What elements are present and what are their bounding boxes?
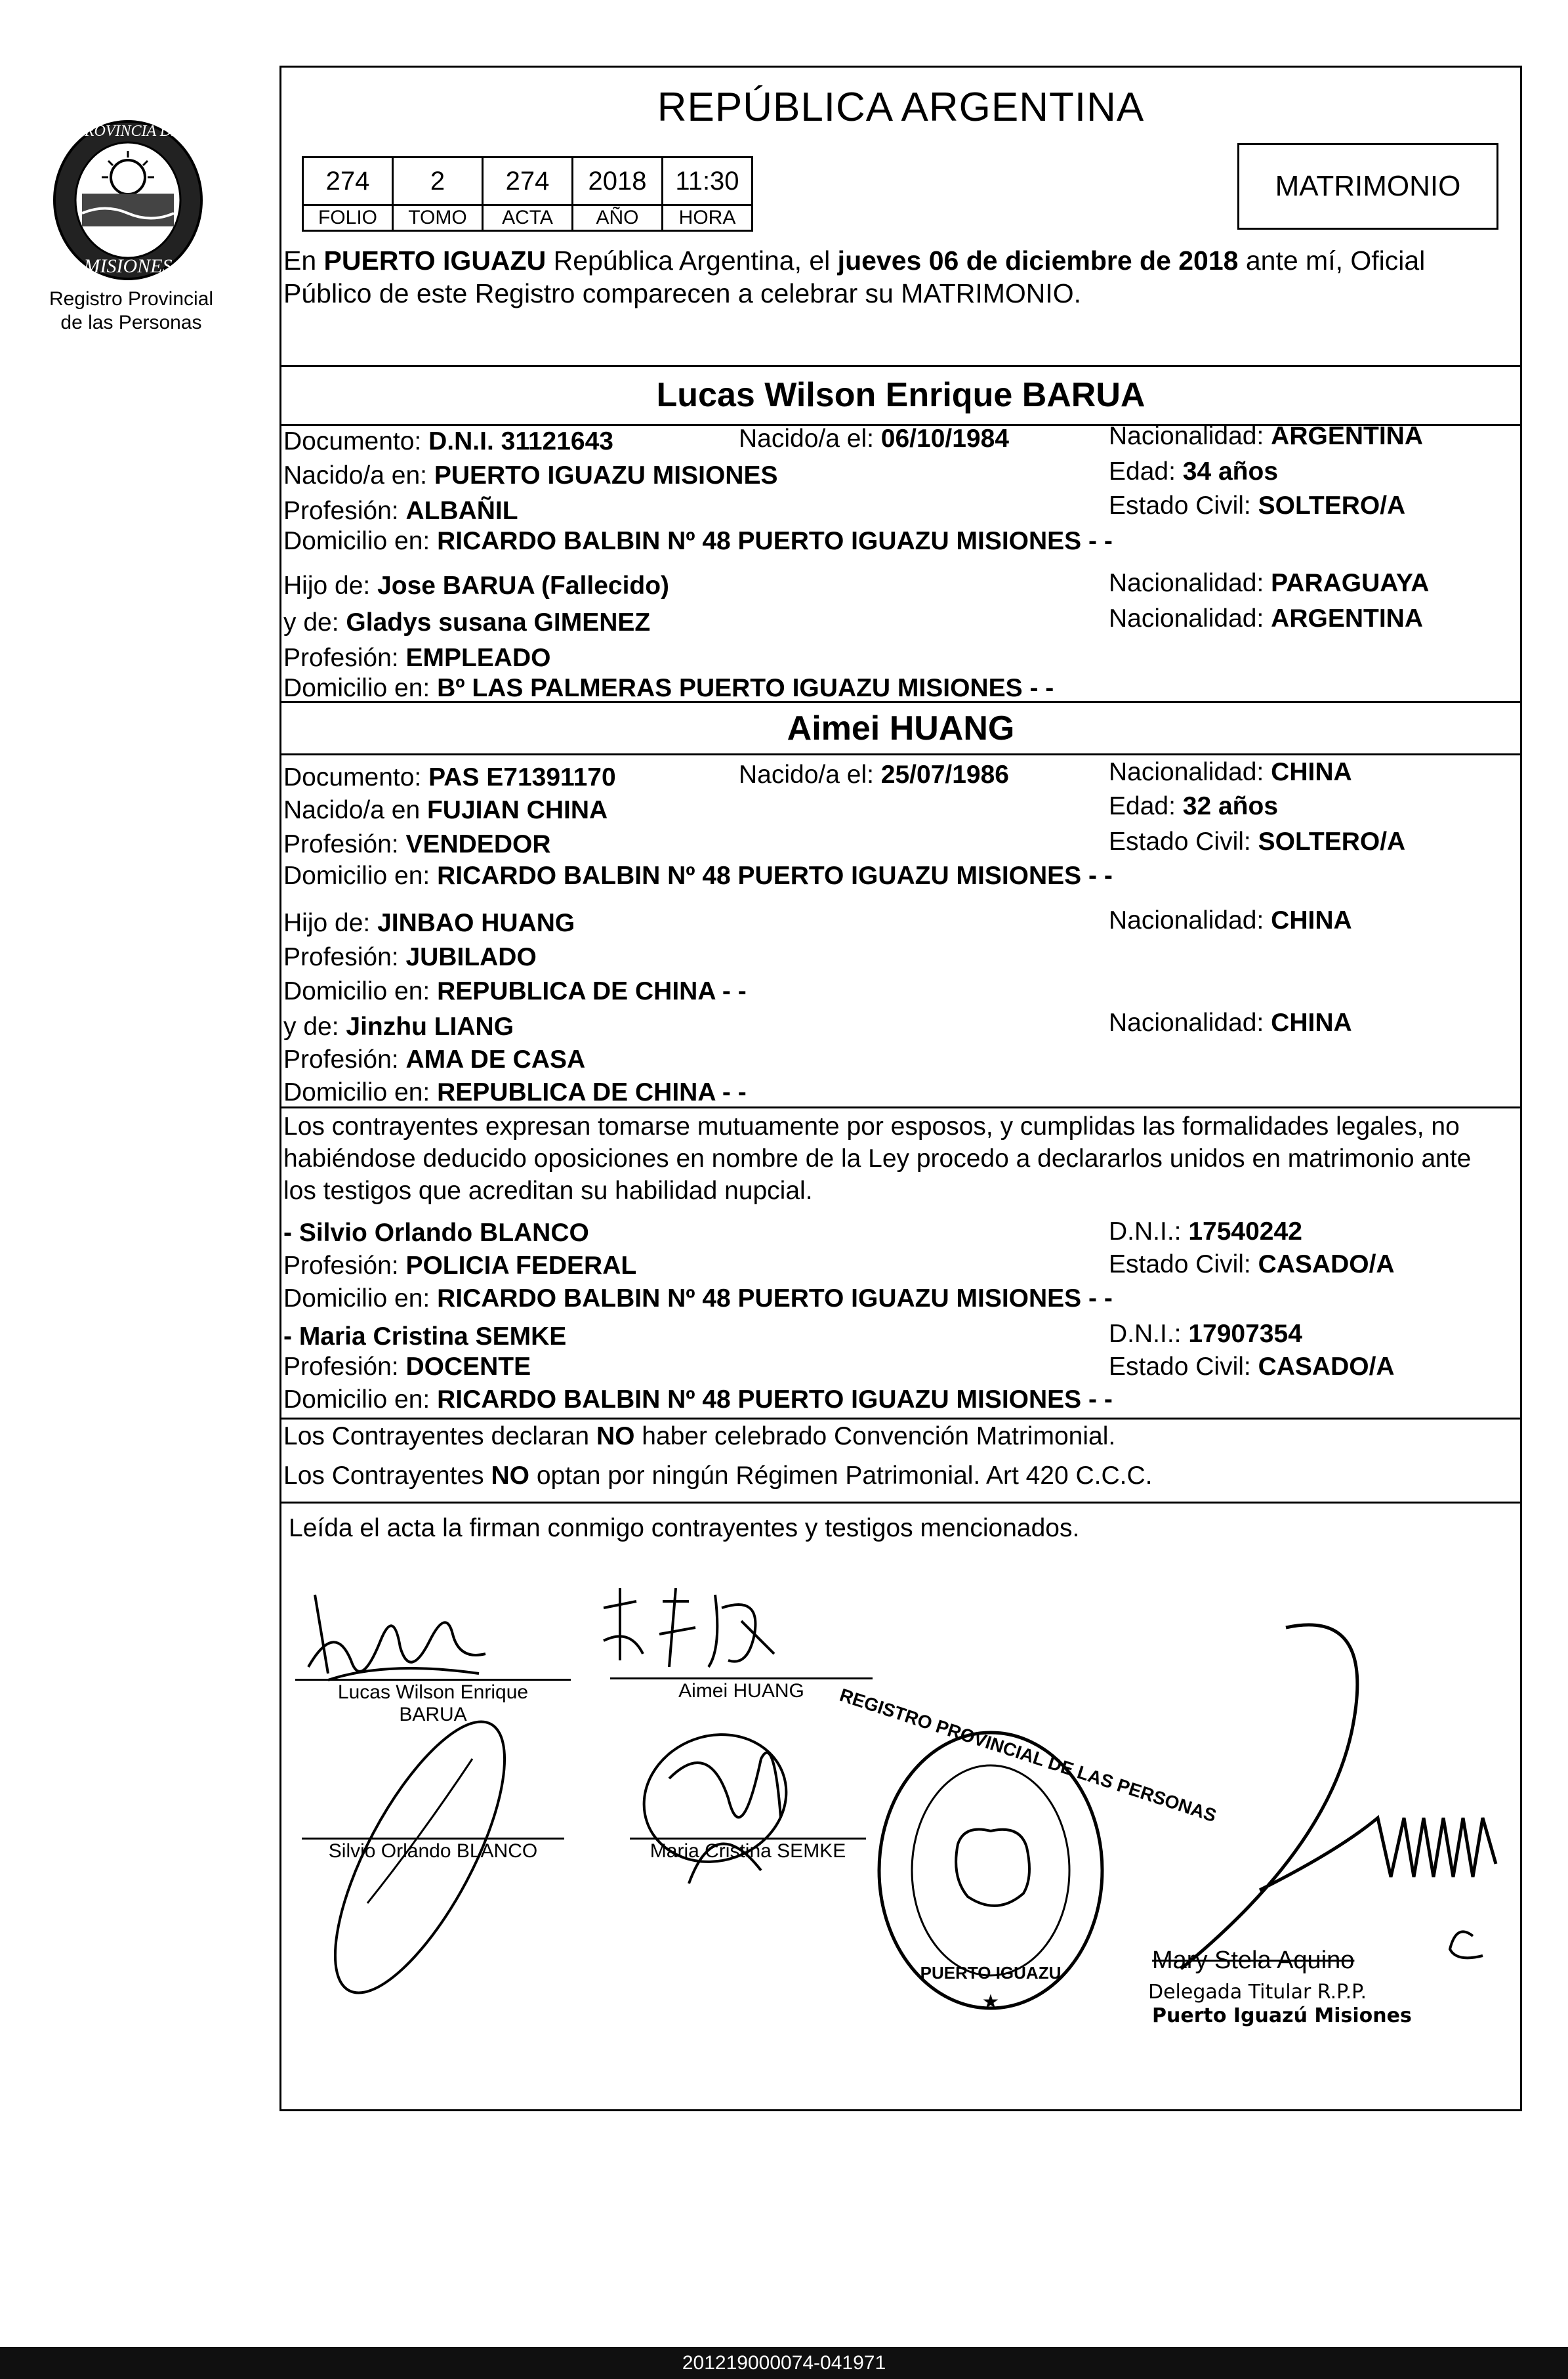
witness1-signature-caption: Silvio Orlando BLANCO [328,1840,538,1862]
bride-signature-icon [590,1582,807,1680]
intro-line-2: Público de este Registro comparecen a celebrar su MATRIMONIO. [283,278,1082,308]
regime-line-2: Los Contrayentes NO optan por ningún Régimen Patrimonial. Art 420 C.C.C. [283,1462,1153,1490]
groom-signature-icon [289,1582,512,1693]
page-title: REPÚBLICA ARGENTINA [657,85,1145,130]
hora-label: HORA [663,205,753,231]
official-name: Mary Stela Aquino [1152,1947,1355,1974]
intro-line-1: En PUERTO IGUAZU República Argentina, el jueves 06 de diciembre de 2018 ante mí, Oficial [283,245,1426,276]
footer-code: 201219000074-041971 [0,2347,1568,2379]
closing-text: Leída el acta la firman conmigo contrayentes y testigos mencionados. [289,1514,1080,1542]
tomo-value: 2 [393,158,483,205]
svg-text:REGISTRO PROVINCIAL DE LAS PER: REGISTRO PROVINCIAL DE LAS PERSONAS [837,1684,1219,1826]
folio-value: 274 [303,158,393,205]
svg-text:PROVINCIA DE: PROVINCIA DE [75,123,181,140]
certificate-kind: MATRIMONIO [1237,143,1498,230]
groom-signature-caption-1: Lucas Wilson Enrique [337,1681,529,1703]
official-signature-icon [1142,1601,1509,1989]
province-seal-icon [39,115,217,285]
anio-label: AÑO [573,205,663,231]
folio-label: FOLIO [303,205,393,231]
acta-value: 274 [483,158,573,205]
declaration-text: Los contrayentes expresan tomarse mutuamente por esposos, y cumplidas las formalidades legales, no habiéndose deducido oposiciones en nombre de la Ley procedo a declararlos unidos en matrimonio ante los testigos que acreditan su habilidad nupcial. [283,1112,1472,1205]
registry-table [302,156,753,232]
witness2-signature-icon [630,1719,840,1903]
logo-caption-1: Registro Provincial [49,288,214,310]
svg-text:MISIONES: MISIONES [83,255,173,277]
svg-text:PUERTO IGUAZU: PUERTO IGUAZU [920,1963,1062,1983]
official-office: Puerto Iguazú Misiones [1152,2004,1412,2027]
hora-value: 11:30 [663,158,753,205]
groom-signature-caption-2: BARUA [399,1704,467,1725]
acta-label: ACTA [483,205,573,231]
witness2-signature-caption: Maria Cristina SEMKE [650,1840,846,1862]
tomo-label: TOMO [393,205,483,231]
logo-caption-2: de las Personas [60,312,202,333]
groom-name: Lucas Wilson Enrique BARUA [656,376,1145,414]
bride-name: Aimei HUANG [787,709,1015,747]
regime-line-1: Los Contrayentes declaran NO haber celebrado Convención Matrimonial. [283,1422,1116,1450]
svg-text:★: ★ [981,1990,1000,2013]
official-stamp-icon [837,1684,1219,2021]
anio-value: 2018 [573,158,663,205]
bride-signature-caption: Aimei HUANG [678,1680,804,1702]
official-title: Delegada Titular R.P.P. [1148,1981,1367,2004]
